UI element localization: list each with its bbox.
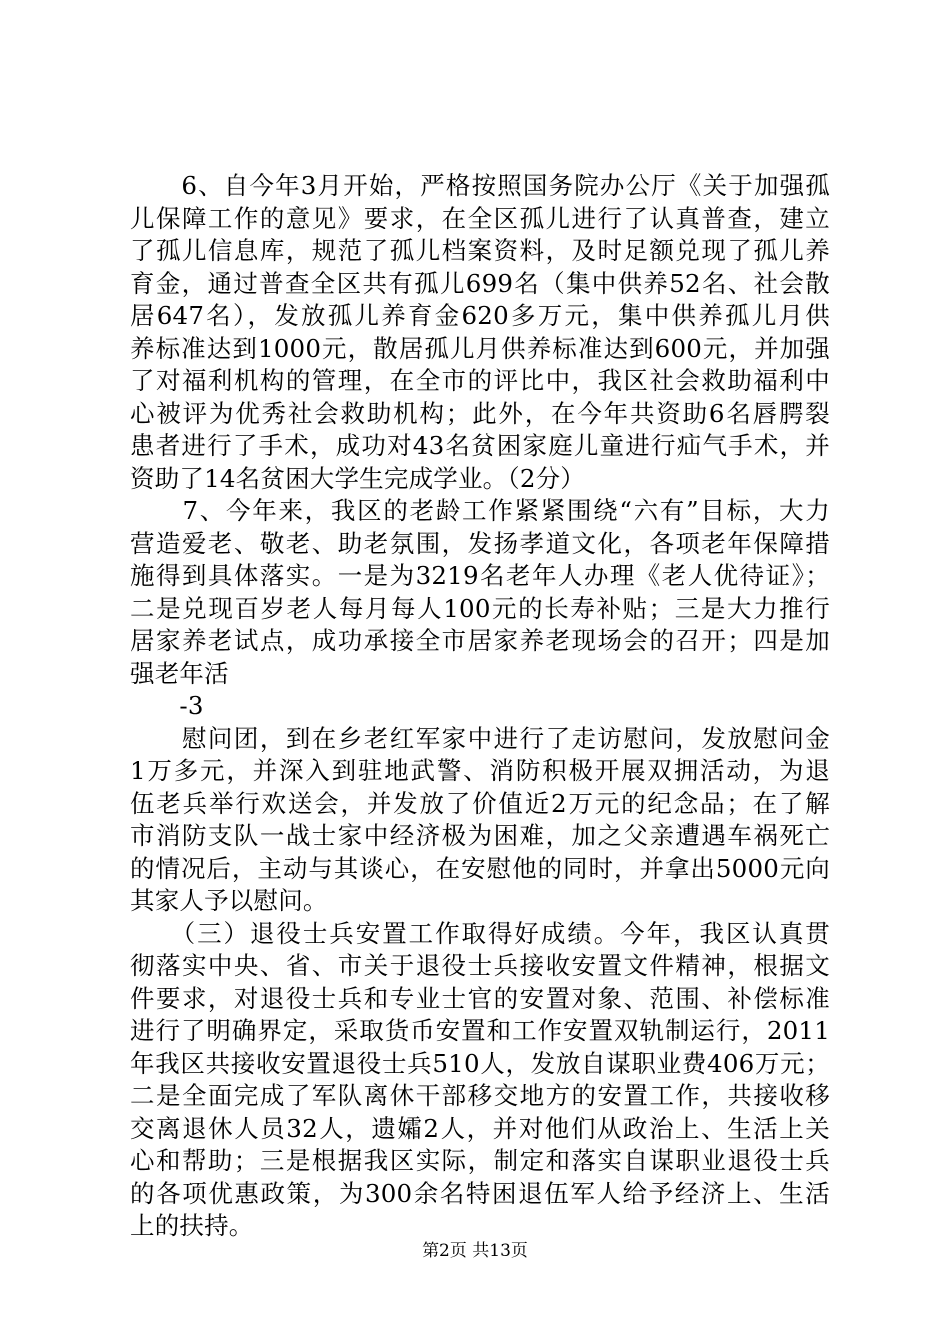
text-line: 7、今年来，我区的老龄工作紧紧围绕“六有”目标，大力	[130, 496, 830, 525]
text-line: 资助了14名贫困大学生完成学业。（2分）	[130, 463, 586, 493]
page-marker: -3	[130, 691, 204, 720]
text-line: 上的扶持。	[130, 1211, 254, 1240]
text-line: 育金，通过普查全区共有孤儿699名（集中供养52名、社会散	[130, 268, 830, 298]
text-line: 交离退休人员32人，遗孀2人，并对他们从政治上、生活上关	[130, 1113, 830, 1143]
text-line: 慰问团，到在乡老红军家中进行了走访慰问，发放慰问金	[130, 723, 830, 753]
body-text	[130, 170, 830, 1243]
text-line: （三）退役士兵安置工作取得好成绩。今年，我区认真贯	[130, 918, 830, 948]
text-line: 年我区共接收安置退役士兵510人，发放自谋职业费406万元；	[130, 1048, 830, 1078]
text-line: 心被评为优秀社会救助机构；此外，在今年共资助6名唇腭裂	[130, 398, 830, 428]
text-line: 了孤儿信息库，规范了孤儿档案资料，及时足额兑现了孤儿养	[130, 236, 830, 265]
text-line: 其家人予以慰问。	[130, 886, 328, 915]
text-line: 强老年活	[130, 658, 229, 688]
text-line: 二是兑现百岁老人每月每人100元的长寿补贴；三是大力推行	[130, 593, 830, 623]
text-line: 心和帮助；三是根据我区实际，制定和落实自谋职业退役士兵	[130, 1146, 830, 1175]
text-line: 市消防支队一战士家中经济极为困难，加之父亲遭遇车祸死亡	[130, 821, 830, 850]
text-line: 居家养老试点，成功承接全市居家养老现场会的召开；四是加	[130, 626, 830, 655]
text-line: 了对福利机构的管理，在全市的评比中，我区社会救助福利中	[130, 366, 830, 395]
text-line: 彻落实中央、省、市关于退役士兵接收安置文件精神，根据文	[130, 951, 830, 980]
text-line: 施得到具体落实。一是为3219名老年人办理《老人优待证》；	[130, 561, 830, 590]
text-line: 件要求，对退役士兵和专业士官的安置对象、范围、补偿标准	[130, 983, 830, 1013]
text-line: 患者进行了手术，成功对43名贫困家庭儿童进行疝气手术，并	[130, 431, 830, 460]
text-line: 养标准达到1000元，散居孤儿月供养标准达到600元，并加强	[130, 333, 830, 363]
text-line: 的情况后，主动与其谈心，在安慰他的同时，并拿出5000元向	[130, 853, 830, 883]
text-line: 伍老兵举行欢送会，并发放了价值近2万元的纪念品；在了解	[130, 788, 830, 818]
page-footer	[0, 1241, 950, 1261]
text-line: 儿保障工作的意见》要求，在全区孤儿进行了认真普查，建立	[130, 203, 830, 233]
text-line: 居647名），发放孤儿养育金620多万元，集中供养孤儿月供	[130, 301, 830, 330]
text-line: 进行了明确界定，采取货币安置和工作安置双轨制运行，2011	[130, 1016, 830, 1045]
text-line: 1万多元，并深入到驻地武警、消防积极开展双拥活动，为退	[130, 756, 830, 785]
text-line: 二是全面完成了军队离休干部移交地方的安置工作，共接收移	[130, 1081, 830, 1110]
text-line: 营造爱老、敬老、助老氛围，发扬孝道文化，各项老年保障措	[130, 528, 830, 558]
page-number-label: 第2页 共13页	[422, 1241, 528, 1261]
text-line: 的各项优惠政策，为300余名特困退伍军人给予经济上、生活	[130, 1178, 830, 1208]
text-line: 6、自今年3月开始，严格按照国务院办公厅《关于加强孤	[130, 171, 830, 200]
